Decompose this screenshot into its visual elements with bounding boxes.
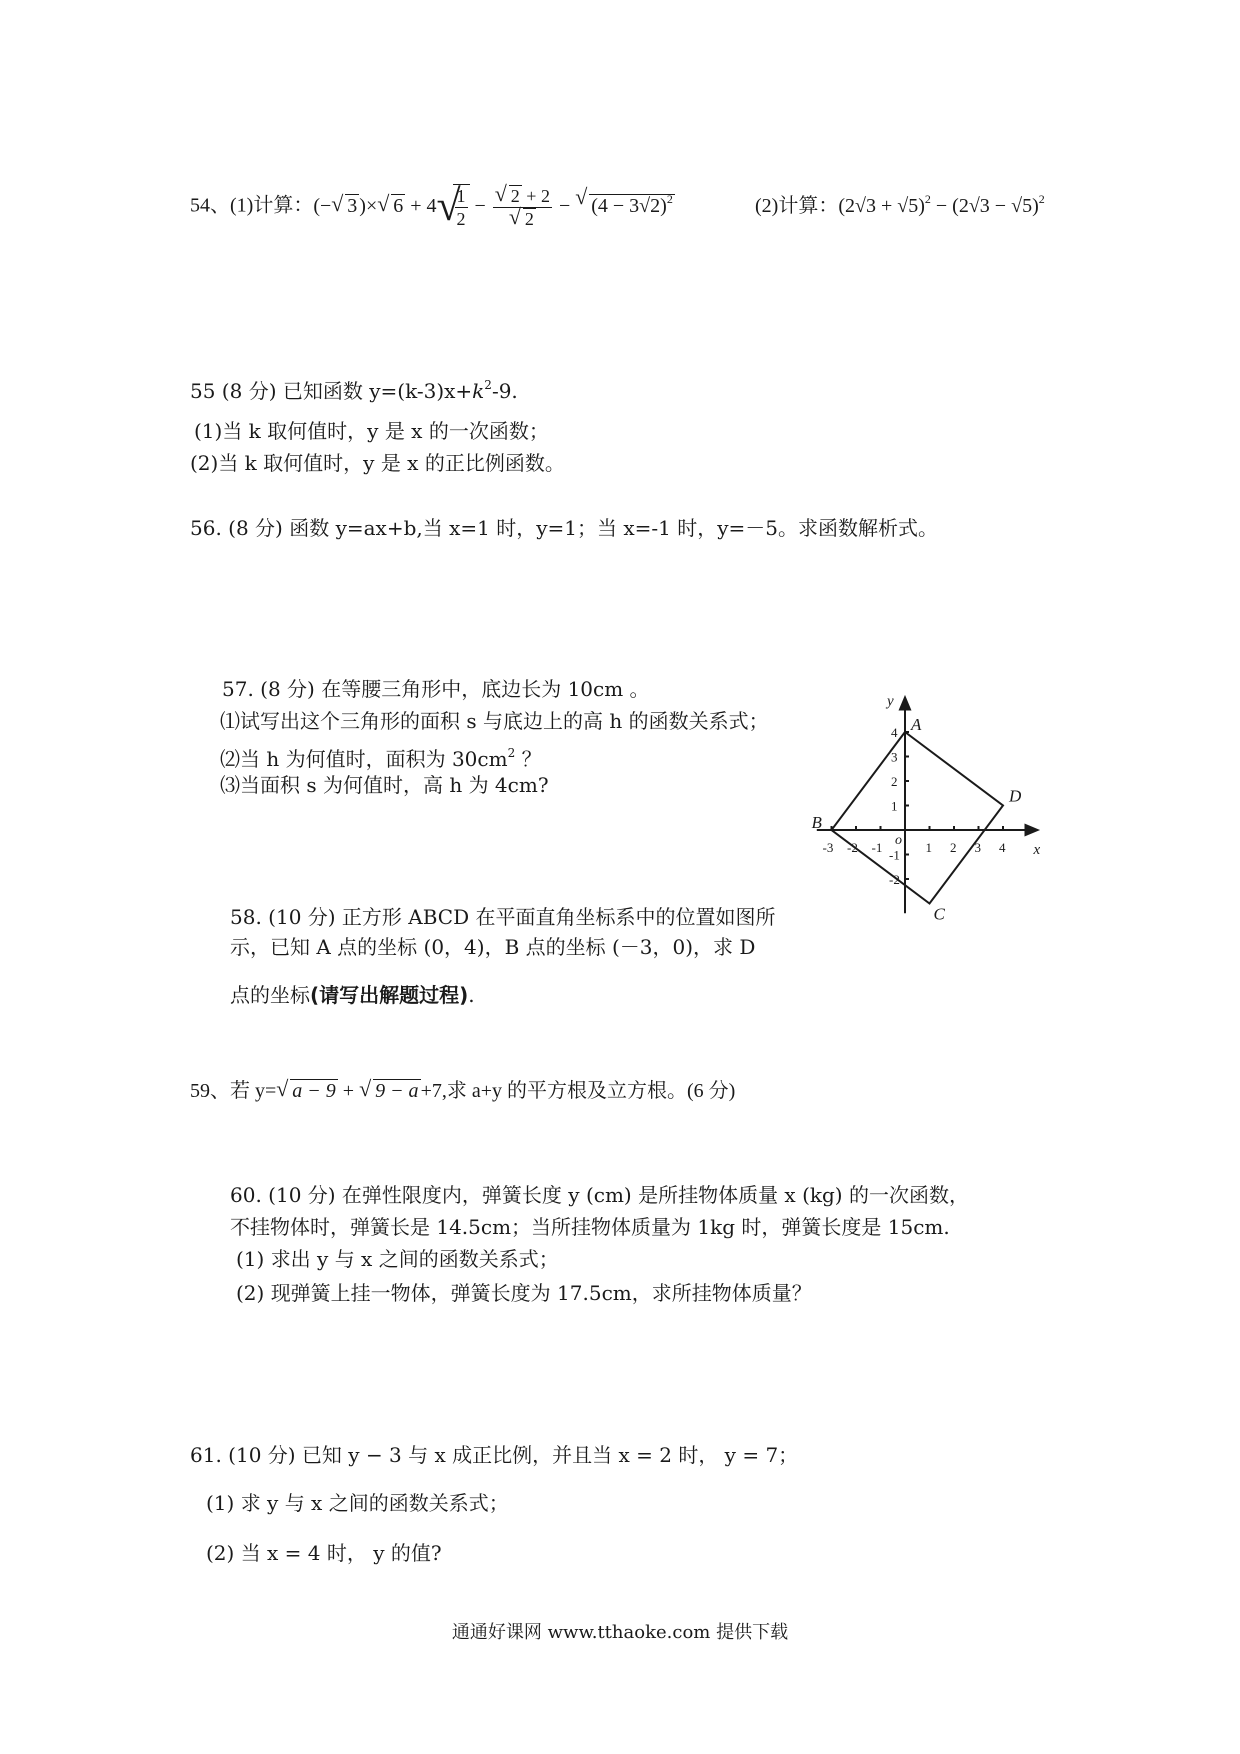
question-57-sub2: ⑵当 h 为何值时，面积为 $30cm^2$ ？ [220, 746, 542, 771]
q58-line3-text: 点的坐标 [230, 983, 310, 1007]
y-tick-label: 4 [891, 725, 898, 740]
x-tick-label: -2 [847, 840, 858, 855]
question-54 [190, 184, 675, 230]
question-56: 56. (8 分) 函数 y=ax+b,当 x=1 时，y=1；当 x=-1 时，y=－5。求函数解析式。 [190, 516, 939, 540]
origin-label: o [895, 833, 902, 848]
y-tick-label: -1 [889, 847, 900, 863]
q54-part2-expression-a: (2√3 + √5) [838, 195, 925, 217]
y-tick-label: 1 [891, 798, 898, 814]
q54-exp-a: 2 [924, 192, 931, 206]
question-57-stem: 57. (8 分) 在等腰三角形中，底边长为 10cm 。 [222, 677, 650, 701]
question-54-part2 [755, 186, 1045, 219]
question-58-line3 [230, 982, 475, 1008]
square-abcd [832, 732, 1004, 904]
x-tick-label: -3 [822, 840, 834, 855]
point-label-b: B [811, 813, 822, 832]
q54-part2-expression-b: − (2√3 − √5) [930, 195, 1039, 217]
q54-exp-b: 2 [1038, 192, 1045, 206]
x-tick-label: -1 [871, 840, 883, 855]
question-59: 59、若 y=√ a − 9 + √ 9 − a +7,求 a+y 的平方根及立方根。(6 分) [190, 1078, 735, 1104]
question-58-line2: 示，已知 A 点的坐标 (0，4)，B 点的坐标 (－3，0)，求 D [230, 935, 756, 959]
y-tick-label: 2 [891, 774, 898, 789]
question-61-stem: 61. (10 分) 已知 y − 3 与 x 成正比例，并且当 x = 2 时， y = 7； [190, 1443, 799, 1467]
q59-prefix: 59、若 y= [190, 1080, 277, 1102]
question-55-stem: 55 (8 分) 已知函数 $y=(k-3)x+k^2-9$. [190, 378, 518, 403]
q59-root-2 [359, 1078, 421, 1104]
q59-root-1 [276, 1078, 338, 1104]
q55-stem-tail: -9. [491, 379, 518, 403]
question-55-sub1: (1)当 k 取何值时，y 是 x 的一次函数； [194, 419, 549, 443]
q59-radicand-1: a − 9 [292, 1080, 336, 1102]
q55-stem-text: 55 (8 分) 已知函数 y=(k-3)x+ [190, 379, 473, 403]
q59-tail: +7,求 a+y 的平方根及立方根。(6 分) [420, 1080, 736, 1102]
point-label-d: D [1009, 786, 1022, 806]
coordinate-figure [811, 690, 1065, 930]
x-tick-label: 2 [950, 840, 957, 855]
question-60-line1: 60. (10 分) 在弹性限度内，弹簧长度 y (cm) 是所挂物体质量 x (kg) 的一次函数， [230, 1183, 969, 1207]
x-axis-arrow [1026, 825, 1038, 835]
q55-stem-k: k [472, 379, 485, 403]
x-tick-label: 4 [999, 840, 1006, 855]
y-axis-arrow [900, 698, 910, 710]
q59-radicand-2: 9 − a [375, 1080, 419, 1102]
page-footer: 通通好课网 www.tthaoke.com 提供下载 [451, 1622, 789, 1643]
y-tick-label: -2 [889, 872, 900, 887]
question-60-line2: 不挂物体时，弹簧长是 14.5cm；当所挂物体质量为 1kg 时，弹簧长度是 15cm. [230, 1215, 950, 1239]
q54-expression: (−√ 3 )×√ 6 + 4 √ $\frac{1}{2}$ − √ 2 + 2 √ 2 − √ $(4 - 3√2)^2$ [313, 195, 674, 217]
question-60-sub1: (1) 求出 y 与 x 之间的函数关系式； [236, 1247, 559, 1271]
q58-line3-bold: (请写出解题过程) [310, 983, 469, 1007]
question-57-sub3: ⑶当面积 s 为何值时，高 h 为 4cm? [220, 773, 549, 797]
y-tick-label: 3 [891, 749, 898, 765]
question-55-sub2: (2)当 k 取何值时，y 是 x 的正比例函数。 [190, 451, 565, 475]
point-label-c: C [933, 904, 945, 924]
point-label-a: A [911, 715, 922, 734]
question-57-sub1: ⑴试写出这个三角形的面积 s 与底边上的高 h 的函数关系式； [220, 709, 769, 733]
x-axis-label: x [1033, 842, 1041, 858]
question-60-sub2: (2) 现弹簧上挂一物体，弹簧长度为 17.5cm，求所挂物体质量？ [236, 1281, 812, 1305]
q57-sub2-tail: ？ [515, 747, 542, 771]
x-tick-label: 1 [925, 840, 932, 855]
question-61-sub2: (2) 当 x = 4 时， y 的值? [206, 1541, 442, 1565]
q58-line3-tail: . [468, 983, 475, 1007]
question-58-line1: 58. (10 分) 正方形 ABCD 在平面直角坐标系中的位置如图所 [230, 905, 776, 929]
q57-sub2-text: ⑵当 h 为何值时，面积为 30cm [220, 747, 508, 771]
q54-part1-label: 54、(1)计算： [190, 194, 314, 217]
q54-part2-label: (2)计算： [755, 195, 839, 217]
x-tick-label: 3 [974, 840, 981, 855]
y-axis-label: y [887, 693, 894, 710]
question-61-sub1: (1) 求 y 与 x 之间的函数关系式； [206, 1491, 509, 1515]
